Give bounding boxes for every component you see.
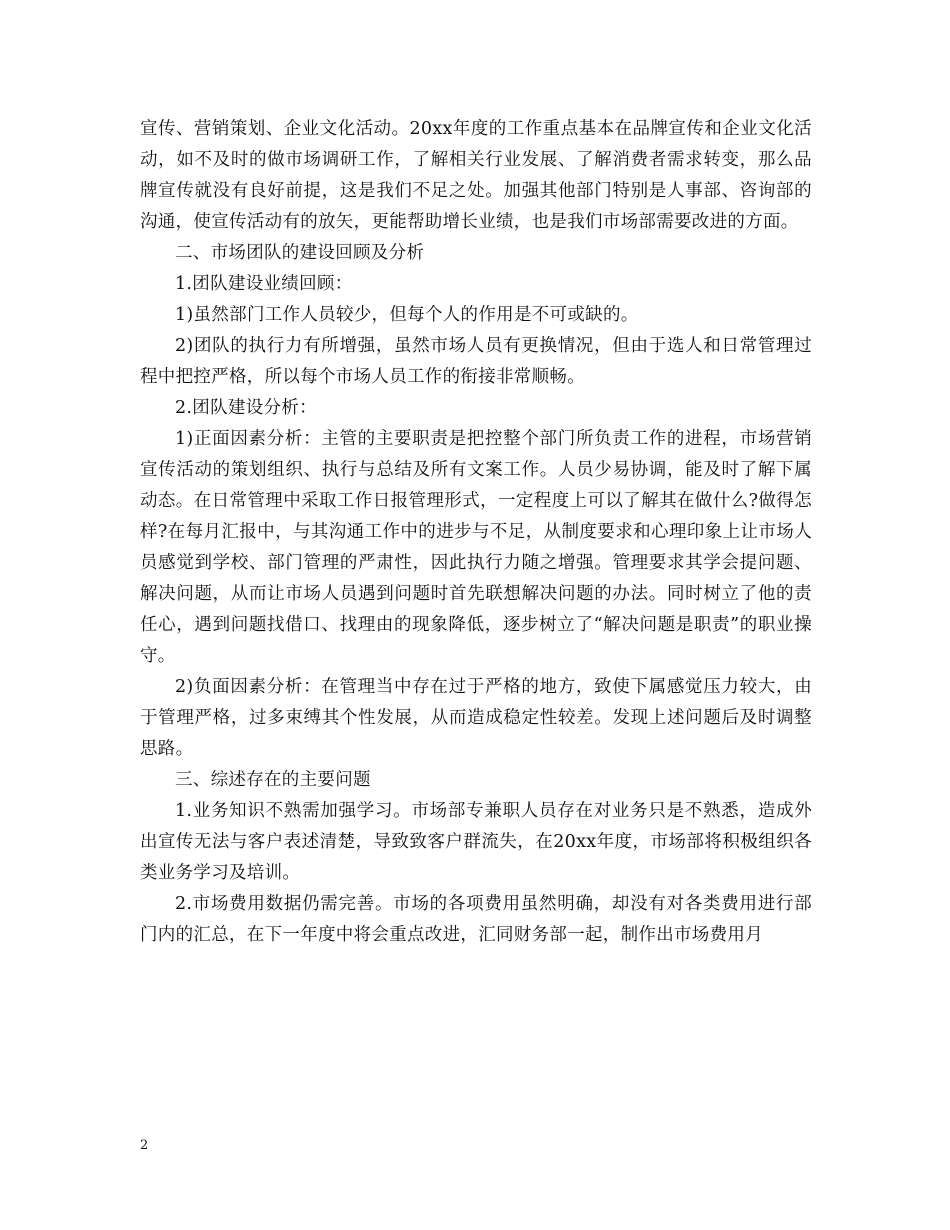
section-heading-team-building: 二、市场团队的建设回顾及分析: [175, 243, 425, 263]
list-item-staff-role: 1)虽然部门工作人员较少，但每个人的作用是不可或缺的。: [175, 305, 639, 325]
subheading-team-analysis: 2.团队建设分析：: [175, 398, 317, 418]
subheading-team-performance-review: 1.团队建设业绩回顾：: [175, 274, 353, 294]
list-item-execution-improved: 2)团队的执行力有所增强，虽然市场人员有更换情况，但由于选人和日常管理过程中把控严格，所以每个市场人员工作的衔接非常顺畅。: [140, 336, 812, 387]
paragraph-negative-factors: 2)负面因素分析：在管理当中存在过于严格的地方，致使下属感觉压力较大，由于管理严格，过多束缚其个性发展，从而造成稳定性较差。发现上述问题后及时调整思路。: [140, 677, 812, 759]
paragraph-continuation: 宣传、营销策划、企业文化活动。20xx年度的工作重点基本在品牌宣传和企业文化活动，如不及时的做市场调研工作，了解相关行业发展、了解消费者需求转变，那么品牌宣传就没有良好前提，这是我们不足之处。加强其他部门特别是人事部、咨询部的沟通，使宣传活动有的放矢，更能帮助增长业绩，也是我们市场部需要改进的方面。: [140, 119, 812, 232]
paragraph-marketing-costs: 2.市场费用数据仍需完善。市场的各项费用虽然明确，却没有对各类费用进行部门内的汇总，在下一年度中将会重点改进，汇同财务部一起，制作出市场费用月: [140, 894, 812, 945]
section-heading-main-problems: 三、综述存在的主要问题: [175, 770, 371, 790]
page-number: 2: [140, 1138, 149, 1153]
document-body: [140, 114, 812, 951]
paragraph-positive-factors: 1)正面因素分析：主管的主要职责是把控整个部门所负责工作的进程，市场营销宣传活动的策划组织、执行与总结及所有文案工作。人员少易协调，能及时了解下属动态。在日常管理中采取工作日报管理形式，一定程度上可以了解其在做什么?做得怎样?在每月汇报中，与其沟通工作中的进步与不足，从制度要求和心理印象上让市场人员感觉到学校、部门管理的严肃性，因此执行力随之增强。管理要求其学会提问题、解决问题，从而让市场人员遇到问题时首先联想解决问题的办法。同时树立了他的责任心，遇到问题找借口、找理由的现象降低，逐步树立了“解决问题是职责”的职业操守。: [140, 429, 812, 666]
paragraph-business-knowledge: 1.业务知识不熟需加强学习。市场部专兼职人员存在对业务只是不熟悉，造成外出宣传无法与客户表述清楚，导致致客户群流失，在20xx年度，市场部将积极组织各类业务学习及培训。: [140, 801, 812, 883]
